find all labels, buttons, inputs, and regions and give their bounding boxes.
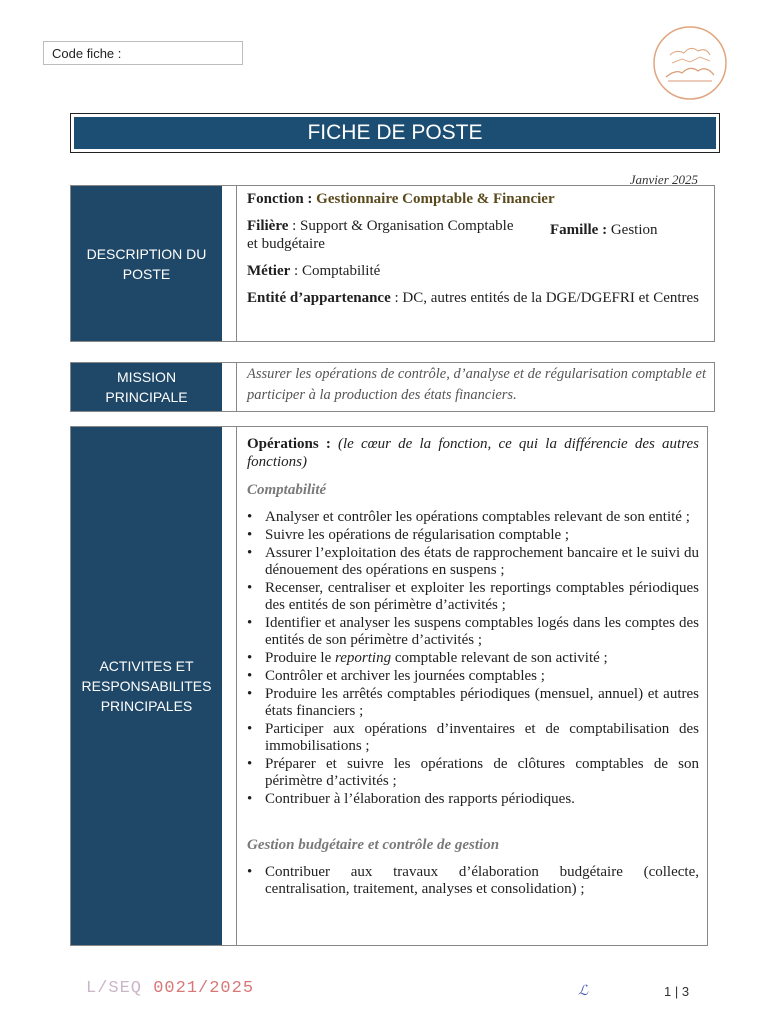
list-item: • Contrôler et archiver les journées comptables ;: [265, 668, 699, 685]
operations-heading: [247, 435, 699, 471]
list-item: • Assurer l’exploitation des états de rapprochement bancaire et le suivi du dénouement des opérations en suspens ;: [265, 545, 699, 579]
title-frame: [70, 113, 720, 153]
entite-label: Entité d’appartenance: [247, 290, 391, 306]
fonction-row: [247, 190, 706, 208]
mission-section: [70, 362, 715, 412]
stamp-prefix: L/SEQ: [86, 979, 143, 998]
fonction-label: Fonction :: [247, 191, 313, 207]
comptabilite-heading: Comptabilité: [247, 482, 327, 498]
activites-body: [236, 427, 707, 945]
list-item: • Recenser, centraliser et exploiter les reportings comptables périodiques des entités de son périmètre d’activités ;: [265, 580, 699, 614]
mission-body: [236, 363, 714, 411]
reference-stamp: [86, 979, 254, 998]
filiere-label: Filière: [247, 218, 289, 234]
list-item: • Produire les arrêtés comptables périodiques (mensuel, annuel) et autres états financiers ;: [265, 686, 699, 720]
company-seal-logo: [652, 25, 728, 101]
operations-label: Opérations :: [247, 436, 331, 452]
stamp-number: 0021/2025: [153, 979, 255, 998]
famille-value: Gestion: [610, 222, 658, 238]
initials-signature: ℒ: [578, 983, 589, 999]
list-item: • Contribuer à l’élaboration des rapports périodiques.: [265, 791, 699, 808]
famille-field: [550, 221, 658, 239]
budget-list: [247, 864, 699, 898]
list-item: • Identifier et analyser les suspens comptables logés dans les comptes des entités de son périmètre d’activités ;: [265, 615, 699, 649]
list-item: • Analyser et contrôler les opérations comptables relevant de son entité ;: [265, 509, 699, 526]
comptabilite-list: [247, 509, 699, 808]
description-section: [70, 185, 715, 342]
list-item: • Participer aux opérations d’inventaires et de comptabilisation des immobilisations ;: [265, 721, 699, 755]
page-number: 1 | 3: [664, 984, 690, 999]
filiere-row: [247, 217, 706, 253]
list-item: • Contribuer aux travaux d’élaboration budgétaire (collecte, centralisation, traitement, analyses et consolidation) ;: [265, 864, 699, 898]
activites-side-label: ACTIVITES ET RESPONSABILITES PRINCIPALES: [71, 427, 222, 945]
entite-value: : DC, autres entités de la DGE/DGEFRI et Centres: [390, 290, 700, 306]
fonction-value: Gestionnaire Comptable & Financier: [316, 191, 555, 207]
filiere-value: : Support & Organisation Comptable et budgétaire: [247, 218, 514, 252]
document-date: Janvier 2025: [629, 172, 698, 187]
code-fiche-label: Code fiche :: [52, 46, 122, 61]
mission-side-label: MISSION PRINCIPALE: [71, 363, 222, 411]
budget-heading: Gestion budgétaire et contrôle de gestion: [247, 837, 500, 853]
list-item: • Préparer et suivre les opérations de clôtures comptables de son périmètre d’activités ;: [265, 756, 699, 790]
entite-row: [247, 289, 706, 307]
operations-note: (le cœur de la fonction, ce qui la différencie des autres fonctions): [247, 436, 699, 470]
description-body: [236, 186, 714, 341]
metier-value: : Comptabilité: [290, 263, 381, 279]
list-item: • Suivre les opérations de régularisation comptable ;: [265, 527, 699, 544]
metier-row: [247, 262, 706, 280]
mission-text: Assurer les opérations de contrôle, d’analyse et de régularisation comptable et participer à la production des états financiers.: [247, 366, 706, 403]
famille-label: Famille :: [550, 222, 608, 238]
activites-section: [70, 426, 708, 946]
code-fiche-field: [43, 41, 243, 65]
description-side-label: DESCRIPTION DU POSTE: [71, 186, 222, 341]
metier-label: Métier: [247, 263, 291, 279]
page-title: FICHE DE POSTE: [74, 117, 716, 149]
list-item: • Produire le reporting comptable relevant de son activité ;: [265, 650, 699, 667]
